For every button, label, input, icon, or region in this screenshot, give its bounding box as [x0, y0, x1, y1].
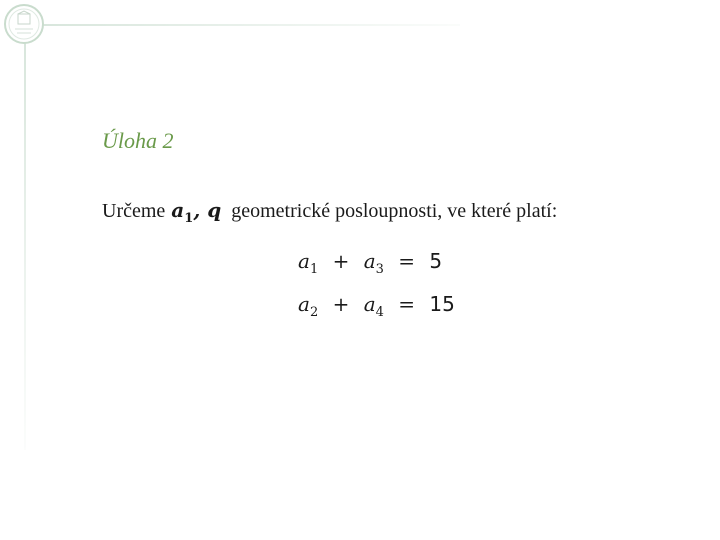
var-symbol: a — [171, 198, 185, 222]
eq-term: a — [363, 292, 376, 316]
intro-after-text: geometrické posloupnosti, ve které platí: — [231, 200, 558, 222]
eq-value: 15 — [429, 292, 455, 316]
var-subscript: 1 — [184, 211, 194, 226]
equation-system — [298, 244, 455, 330]
frame-left-line — [24, 40, 26, 450]
eq-subscript: 2 — [309, 305, 319, 320]
task-intro — [102, 198, 557, 226]
eq-term: a — [298, 292, 310, 316]
school-logo-icon — [4, 4, 44, 44]
eq-subscript: 1 — [309, 262, 319, 277]
eq-term: a — [363, 249, 376, 273]
eq-operator: + — [332, 249, 350, 273]
eq-subscript: 4 — [375, 305, 384, 320]
eq-subscript: 3 — [375, 262, 384, 277]
task-heading: Úloha 2 — [102, 128, 174, 153]
var-symbol: q — [207, 198, 222, 222]
eq-value: 5 — [429, 249, 443, 273]
var-separator: , — [193, 198, 201, 222]
intro-variables — [171, 198, 221, 226]
eq-equals: = — [398, 292, 416, 316]
intro-before-text: Určeme — [102, 200, 166, 222]
frame-top-line — [40, 24, 460, 26]
equation-row — [298, 287, 455, 330]
eq-operator: + — [332, 292, 350, 316]
equation-row — [298, 244, 455, 287]
eq-term: a — [298, 249, 310, 273]
eq-equals: = — [398, 249, 416, 273]
